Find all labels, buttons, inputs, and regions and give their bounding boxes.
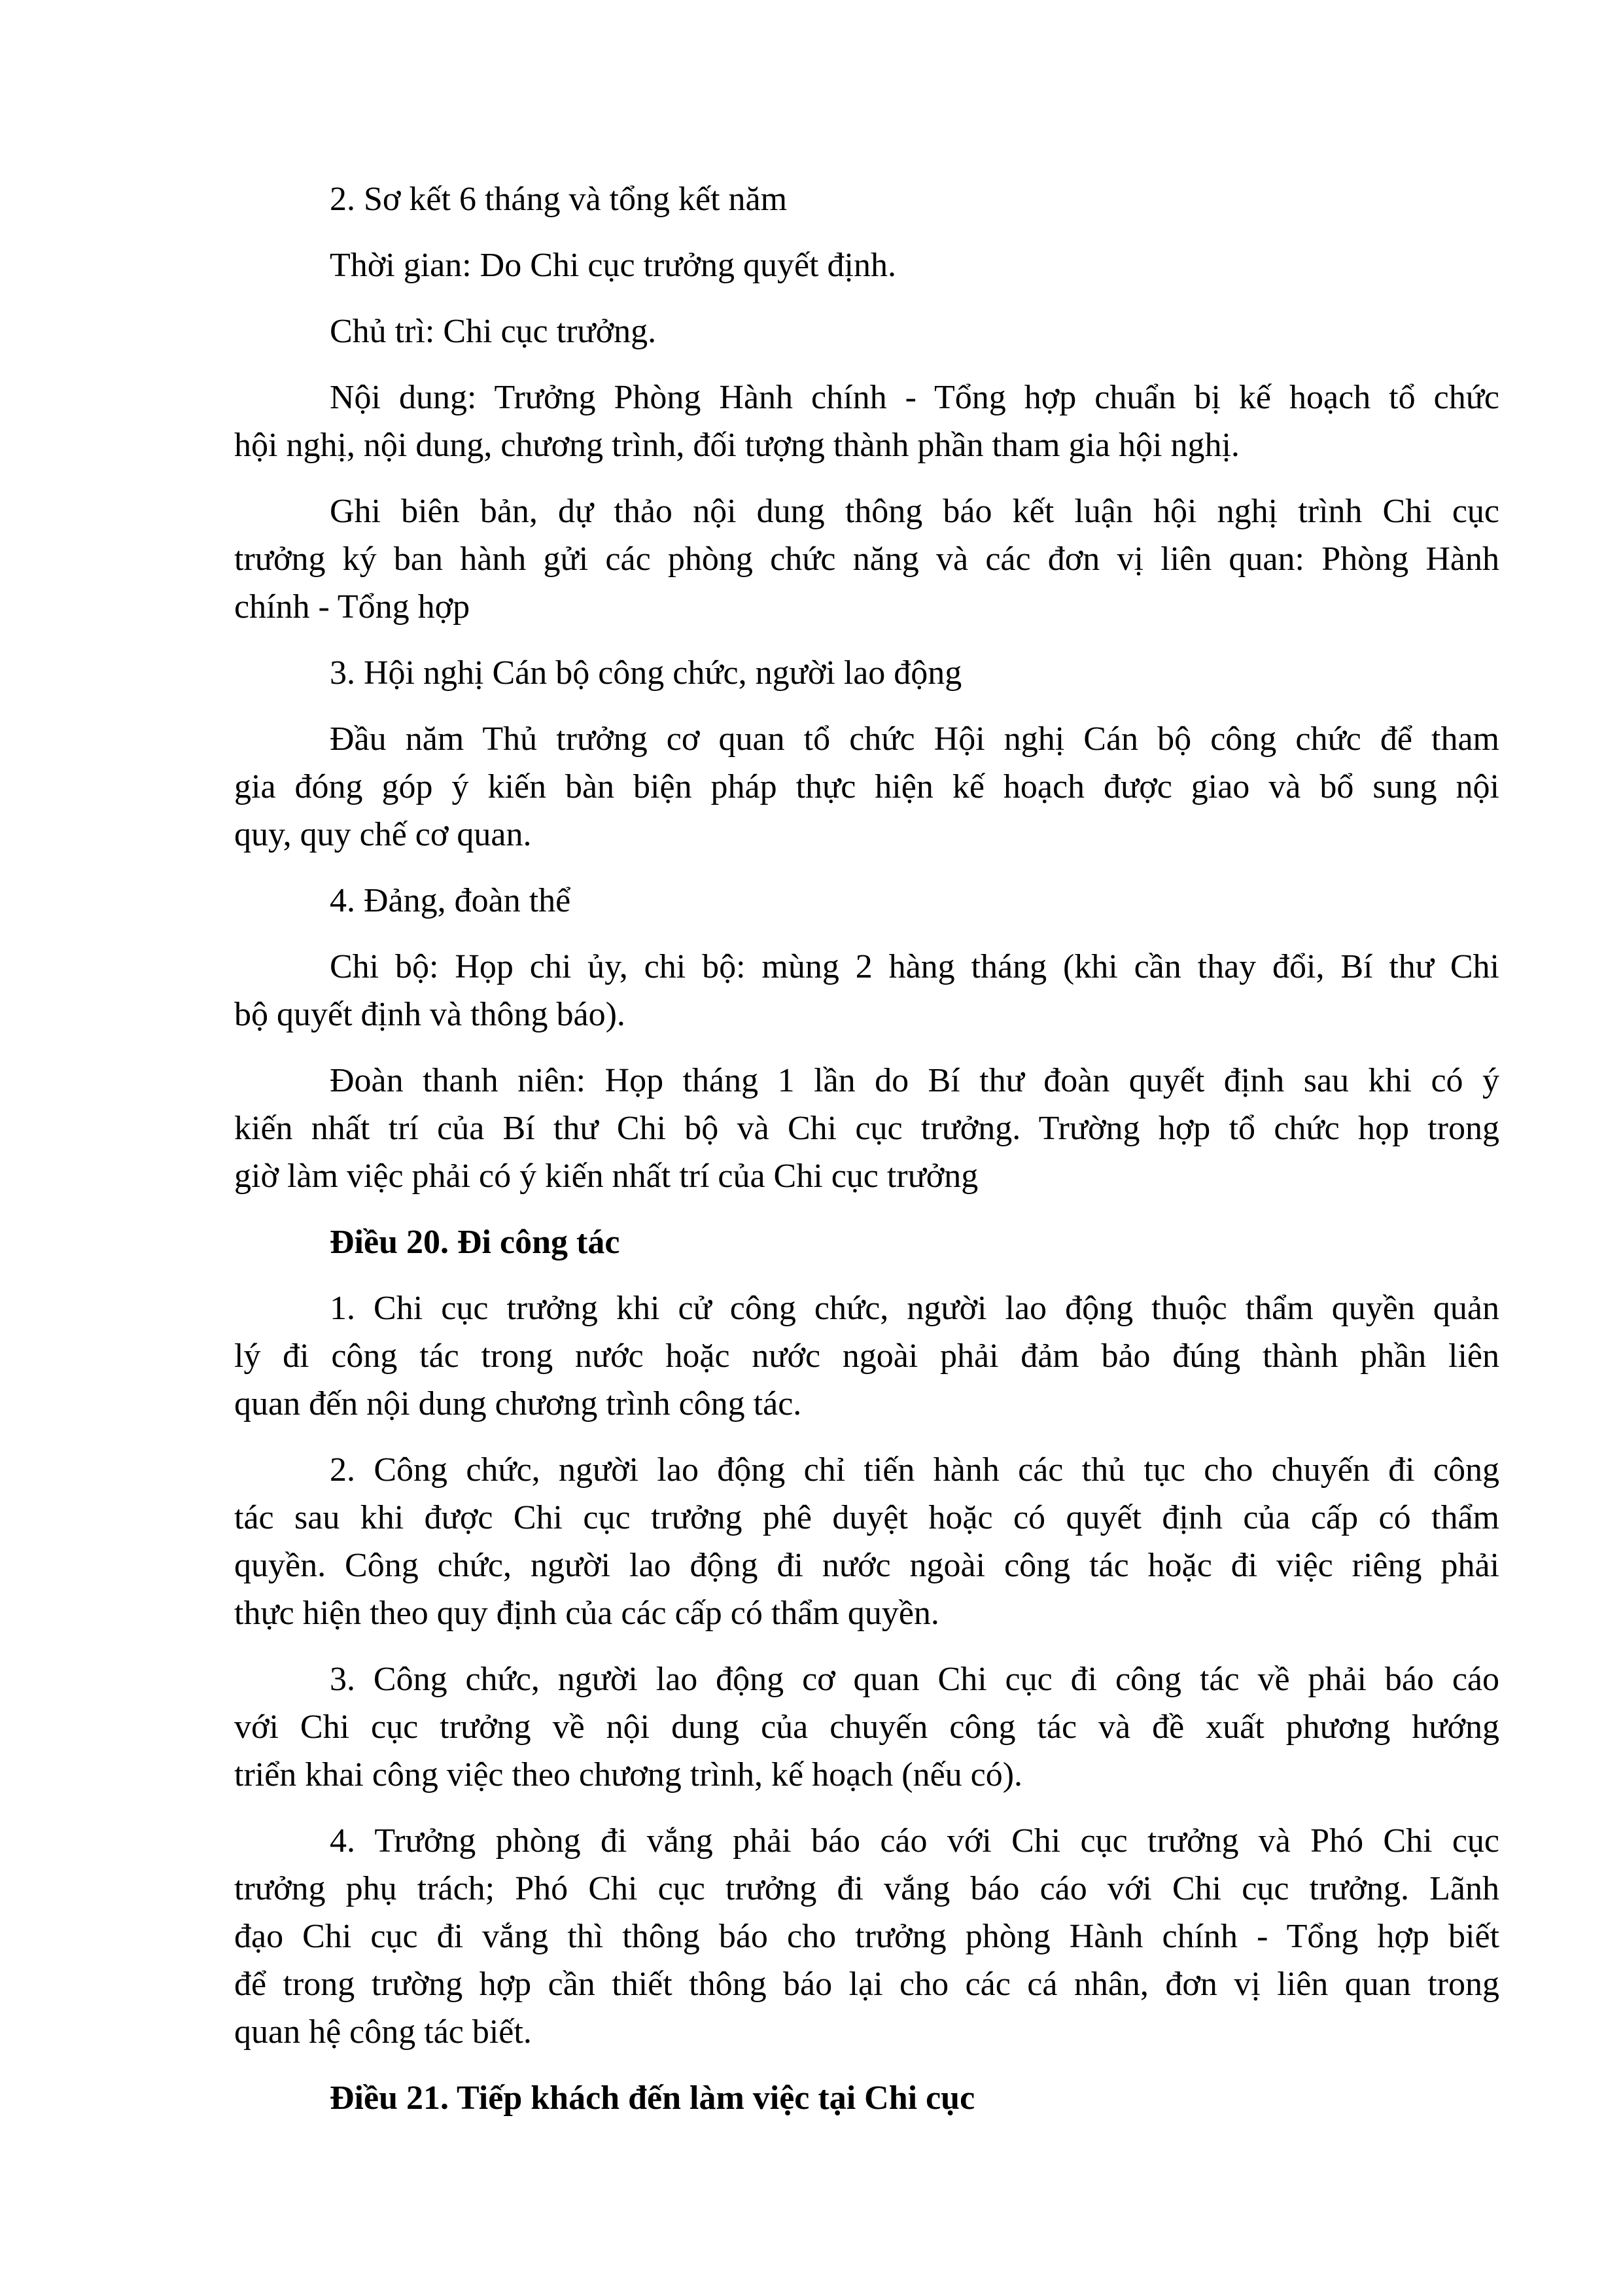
text-line: gia đóng góp ý kiến bàn biện pháp thực hiện kế hoạch được giao và bổ sung nội bbox=[234, 768, 1499, 805]
paragraph bbox=[234, 1817, 1499, 2056]
text-line: Đầu năm Thủ trưởng cơ quan tổ chức Hội nghị Cán bộ công chức để tham bbox=[330, 720, 1499, 758]
section-heading bbox=[234, 2074, 1499, 2122]
text-line: chính - Tổng hợp bbox=[234, 588, 470, 626]
text-line: kiến nhất trí của Bí thư Chi bộ và Chi cục trưởng. Trường hợp tổ chức họp trong bbox=[234, 1110, 1499, 1147]
paragraph bbox=[234, 374, 1499, 469]
paragraph bbox=[234, 1446, 1499, 1637]
paragraph bbox=[234, 943, 1499, 1038]
paragraph bbox=[234, 649, 1499, 697]
document-text-block bbox=[234, 175, 1499, 2140]
text-line: Nội dung: Trưởng Phòng Hành chính - Tổng hợp chuẩn bị kế hoạch tổ chức bbox=[330, 379, 1499, 416]
text-line: quy, quy chế cơ quan. bbox=[234, 816, 532, 853]
section-heading bbox=[234, 1218, 1499, 1266]
text-line: quan hệ công tác biết. bbox=[234, 2013, 532, 2051]
text-line: đạo Chi cục đi vắng thì thông báo cho trưởng phòng Hành chính - Tổng hợp biết bbox=[234, 1918, 1499, 1955]
text-line: hội nghị, nội dung, chương trình, đối tượng thành phần tham gia hội nghị. bbox=[234, 427, 1240, 464]
text-line: 4. Đảng, đoàn thể bbox=[330, 882, 571, 919]
text-line: 1. Chi cục trưởng khi cử công chức, người lao động thuộc thẩm quyền quản bbox=[330, 1290, 1499, 1327]
text-line: tác sau khi được Chi cục trưởng phê duyệt hoặc có quyết định của cấp có thẩm bbox=[234, 1499, 1499, 1536]
text-line: triển khai công việc theo chương trình, kế hoạch (nếu có). bbox=[234, 1756, 1023, 1793]
text-line: Chi bộ: Họp chi ủy, chi bộ: mùng 2 hàng tháng (khi cần thay đổi, Bí thư Chi bbox=[330, 948, 1499, 985]
text-line: 2. Công chức, người lao động chỉ tiến hành các thủ tục cho chuyến đi công bbox=[330, 1451, 1499, 1489]
paragraph bbox=[234, 1057, 1499, 1200]
paragraph bbox=[234, 715, 1499, 858]
text-line: trưởng phụ trách; Phó Chi cục trưởng đi vắng báo cáo với Chi cục trưởng. Lãnh bbox=[234, 1870, 1499, 1907]
paragraph bbox=[234, 877, 1499, 925]
text-line: Chủ trì: Chi cục trưởng. bbox=[330, 313, 657, 350]
text-line: thực hiện theo quy định của các cấp có thẩm quyền. bbox=[234, 1595, 939, 1632]
text-line: Thời gian: Do Chi cục trưởng quyết định. bbox=[330, 247, 896, 284]
paragraph bbox=[234, 175, 1499, 223]
paragraph bbox=[234, 241, 1499, 289]
paragraph bbox=[234, 1284, 1499, 1428]
text-line: quan đến nội dung chương trình công tác. bbox=[234, 1385, 802, 1422]
text-line: với Chi cục trưởng về nội dung của chuyến công tác và đề xuất phương hướng bbox=[234, 1708, 1499, 1746]
text-line: 3. Hội nghị Cán bộ công chức, người lao động bbox=[330, 654, 962, 692]
heading-text-line: Điều 21. Tiếp khách đến làm việc tại Chi cục bbox=[330, 2079, 975, 2117]
text-line: 3. Công chức, người lao động cơ quan Chi cục đi công tác về phải báo cáo bbox=[330, 1661, 1499, 1698]
text-line: để trong trường hợp cần thiết thông báo lại cho các cá nhân, đơn vị liên quan trong bbox=[234, 1966, 1499, 2003]
paragraph bbox=[234, 487, 1499, 631]
paragraph bbox=[234, 308, 1499, 355]
text-line: bộ quyết định và thông báo). bbox=[234, 996, 625, 1033]
text-line: trưởng ký ban hành gửi các phòng chức năng và các đơn vị liên quan: Phòng Hành bbox=[234, 540, 1499, 578]
text-line: 4. Trưởng phòng đi vắng phải báo cáo với Chi cục trưởng và Phó Chi cục bbox=[330, 1822, 1499, 1860]
text-line: Đoàn thanh niên: Họp tháng 1 lần do Bí thư đoàn quyết định sau khi có ý bbox=[330, 1062, 1499, 1099]
text-line: 2. Sơ kết 6 tháng và tổng kết năm bbox=[330, 181, 788, 218]
text-line: giờ làm việc phải có ý kiến nhất trí của Chi cục trưởng bbox=[234, 1157, 979, 1195]
heading-text-line: Điều 20. Đi công tác bbox=[330, 1224, 620, 1261]
text-line: lý đi công tác trong nước hoặc nước ngoài phải đảm bảo đúng thành phần liên bbox=[234, 1337, 1499, 1375]
text-line: Ghi biên bản, dự thảo nội dung thông báo kết luận hội nghị trình Chi cục bbox=[330, 493, 1499, 530]
text-line: quyền. Công chức, người lao động đi nước ngoài công tác hoặc đi việc riêng phải bbox=[234, 1547, 1499, 1584]
paragraph bbox=[234, 1655, 1499, 1799]
